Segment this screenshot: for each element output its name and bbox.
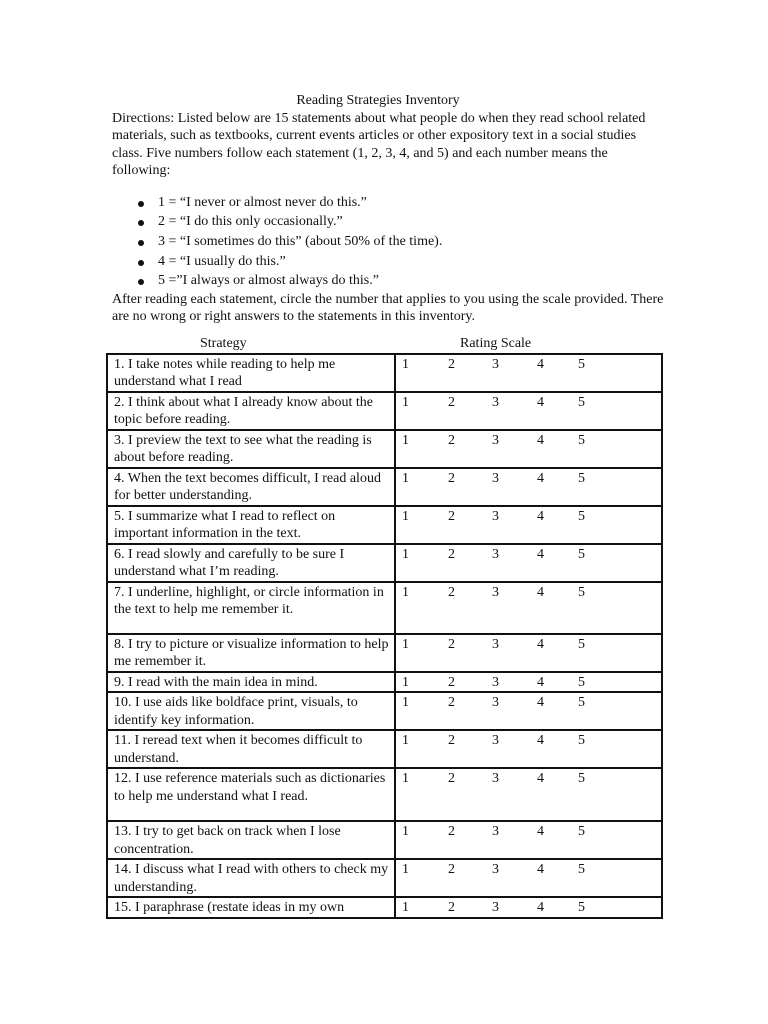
rating-option-2[interactable]: 2 bbox=[448, 824, 455, 840]
rating-option-2[interactable]: 2 bbox=[448, 546, 455, 562]
strategy-column-header: Strategy bbox=[200, 335, 247, 351]
inventory-page bbox=[112, 92, 664, 919]
rating-cell bbox=[395, 392, 662, 430]
rating-option-2[interactable]: 2 bbox=[448, 674, 455, 690]
rating-option-1[interactable]: 1 bbox=[402, 432, 409, 448]
rating-option-4[interactable]: 4 bbox=[537, 824, 544, 840]
rating-option-1[interactable]: 1 bbox=[402, 356, 409, 372]
rating-option-1[interactable]: 1 bbox=[402, 508, 409, 524]
strategy-statement: 1. I take notes while reading to help me understand what I read bbox=[107, 354, 395, 392]
rating-option-5[interactable]: 5 bbox=[578, 824, 585, 840]
directions-text: Directions: Listed below are 15 statements about what people do when they read school related materials, such as textbooks, current events articles or other expository text in a social studies class. Five numbers follow each statement (1, 2, 3, 4, and 5) and each number means the following: bbox=[112, 110, 646, 178]
instructions-text: After reading each statement, circle the number that applies to you using the scale provided. There are no wrong or right answers to the statements in this inventory. bbox=[112, 291, 664, 325]
rating-option-4[interactable]: 4 bbox=[537, 356, 544, 372]
rating-option-1[interactable]: 1 bbox=[402, 733, 409, 749]
rating-option-1[interactable]: 1 bbox=[402, 695, 409, 711]
table-row bbox=[107, 768, 662, 821]
rating-option-2[interactable]: 2 bbox=[448, 356, 455, 372]
rating-cell bbox=[395, 692, 662, 730]
rating-option-5[interactable]: 5 bbox=[578, 508, 585, 524]
strategy-statement: 6. I read slowly and carefully to be sure I understand what I’m reading. bbox=[107, 544, 395, 582]
table-row bbox=[107, 730, 662, 768]
bullet-icon bbox=[138, 240, 144, 246]
rating-option-3[interactable]: 3 bbox=[492, 636, 499, 652]
rating-scale-column-header: Rating Scale bbox=[460, 335, 532, 351]
rating-option-3[interactable]: 3 bbox=[492, 432, 499, 448]
strategy-statement: 4. When the text becomes difficult, I read aloud for better understanding. bbox=[107, 468, 395, 506]
rating-option-5[interactable]: 5 bbox=[578, 356, 585, 372]
bullet-icon bbox=[138, 201, 144, 207]
rating-cell bbox=[395, 859, 662, 897]
rating-option-5[interactable]: 5 bbox=[578, 636, 585, 652]
rating-option-5[interactable]: 5 bbox=[578, 432, 585, 448]
rating-option-2[interactable]: 2 bbox=[448, 771, 455, 787]
table-row bbox=[107, 468, 662, 506]
strategy-statement: 8. I try to picture or visualize information to help me remember it. bbox=[107, 634, 395, 672]
scale-level-item: 4 = “I usually do this.” bbox=[112, 252, 664, 272]
scale-level-item: 5 =”I always or almost always do this.” bbox=[112, 271, 664, 291]
rating-option-3[interactable]: 3 bbox=[492, 674, 499, 690]
rating-option-5[interactable]: 5 bbox=[578, 584, 585, 600]
rating-cell bbox=[395, 468, 662, 506]
rating-cell bbox=[395, 897, 662, 918]
strategy-statement: 12. I use reference materials such as dictionaries to help me understand what I read. bbox=[107, 768, 395, 821]
rating-option-2[interactable]: 2 bbox=[448, 862, 455, 878]
table-row bbox=[107, 897, 662, 918]
rating-option-1[interactable]: 1 bbox=[402, 546, 409, 562]
rating-option-1[interactable]: 1 bbox=[402, 824, 409, 840]
rating-option-1[interactable]: 1 bbox=[402, 674, 409, 690]
bullet-icon bbox=[138, 220, 144, 226]
rating-option-2[interactable]: 2 bbox=[448, 584, 455, 600]
rating-option-3[interactable]: 3 bbox=[492, 862, 499, 878]
rating-option-2[interactable]: 2 bbox=[448, 900, 455, 916]
rating-option-1[interactable]: 1 bbox=[402, 900, 409, 916]
table-row bbox=[107, 582, 662, 634]
strategy-statement: 15. I paraphrase (restate ideas in my own bbox=[107, 897, 395, 918]
rating-option-4[interactable]: 4 bbox=[537, 862, 544, 878]
rating-option-3[interactable]: 3 bbox=[492, 824, 499, 840]
rating-option-5[interactable]: 5 bbox=[578, 695, 585, 711]
rating-option-3[interactable]: 3 bbox=[492, 508, 499, 524]
table-row bbox=[107, 544, 662, 582]
strategy-statement: 5. I summarize what I read to reflect on important information in the text. bbox=[107, 506, 395, 544]
rating-option-4[interactable]: 4 bbox=[537, 470, 544, 486]
rating-option-3[interactable]: 3 bbox=[492, 900, 499, 916]
rating-option-4[interactable]: 4 bbox=[537, 546, 544, 562]
rating-option-3[interactable]: 3 bbox=[492, 771, 499, 787]
strategy-statement: 3. I preview the text to see what the reading is about before reading. bbox=[107, 430, 395, 468]
rating-option-5[interactable]: 5 bbox=[578, 862, 585, 878]
table-row bbox=[107, 672, 662, 693]
rating-cell bbox=[395, 506, 662, 544]
table-row bbox=[107, 634, 662, 672]
rating-option-1[interactable]: 1 bbox=[402, 771, 409, 787]
rating-option-2[interactable]: 2 bbox=[448, 432, 455, 448]
rating-cell bbox=[395, 582, 662, 634]
rating-option-2[interactable]: 2 bbox=[448, 394, 455, 410]
table-row bbox=[107, 859, 662, 897]
strategies-table bbox=[106, 353, 663, 919]
rating-option-1[interactable]: 1 bbox=[402, 394, 409, 410]
rating-option-4[interactable]: 4 bbox=[537, 636, 544, 652]
table-column-headers bbox=[112, 335, 664, 353]
rating-option-5[interactable]: 5 bbox=[578, 771, 585, 787]
strategy-statement: 9. I read with the main idea in mind. bbox=[107, 672, 395, 693]
rating-option-4[interactable]: 4 bbox=[537, 674, 544, 690]
rating-option-2[interactable]: 2 bbox=[448, 695, 455, 711]
rating-option-4[interactable]: 4 bbox=[537, 508, 544, 524]
table-row bbox=[107, 506, 662, 544]
rating-option-1[interactable]: 1 bbox=[402, 470, 409, 486]
rating-option-3[interactable]: 3 bbox=[492, 470, 499, 486]
strategy-statement: 14. I discuss what I read with others to check my understanding. bbox=[107, 859, 395, 897]
rating-option-3[interactable]: 3 bbox=[492, 584, 499, 600]
rating-option-5[interactable]: 5 bbox=[578, 674, 585, 690]
rating-cell bbox=[395, 430, 662, 468]
table-row bbox=[107, 821, 662, 859]
rating-option-3[interactable]: 3 bbox=[492, 546, 499, 562]
page-title: Reading Strategies Inventory bbox=[296, 93, 460, 108]
rating-option-5[interactable]: 5 bbox=[578, 900, 585, 916]
scale-level-item: 1 = “I never or almost never do this.” bbox=[112, 193, 664, 213]
rating-option-5[interactable]: 5 bbox=[578, 733, 585, 749]
rating-option-5[interactable]: 5 bbox=[578, 546, 585, 562]
rating-cell bbox=[395, 354, 662, 392]
rating-option-3[interactable]: 3 bbox=[492, 695, 499, 711]
rating-option-4[interactable]: 4 bbox=[537, 900, 544, 916]
rating-cell bbox=[395, 672, 662, 693]
rating-option-3[interactable]: 3 bbox=[492, 394, 499, 410]
rating-cell bbox=[395, 634, 662, 672]
rating-option-4[interactable]: 4 bbox=[537, 394, 544, 410]
rating-option-4[interactable]: 4 bbox=[537, 432, 544, 448]
bullet-icon bbox=[138, 260, 144, 266]
scale-level-item: 3 = “I sometimes do this” (about 50% of the time). bbox=[112, 232, 664, 252]
table-row bbox=[107, 354, 662, 392]
bullet-icon bbox=[138, 279, 144, 285]
rating-option-4[interactable]: 4 bbox=[537, 695, 544, 711]
rating-option-2[interactable]: 2 bbox=[448, 508, 455, 524]
rating-cell bbox=[395, 821, 662, 859]
rating-option-4[interactable]: 4 bbox=[537, 733, 544, 749]
rating-option-2[interactable]: 2 bbox=[448, 470, 455, 486]
rating-cell bbox=[395, 544, 662, 582]
rating-option-3[interactable]: 3 bbox=[492, 356, 499, 372]
rating-option-3[interactable]: 3 bbox=[492, 733, 499, 749]
strategy-statement: 10. I use aids like boldface print, visuals, to identify key information. bbox=[107, 692, 395, 730]
rating-option-2[interactable]: 2 bbox=[448, 733, 455, 749]
rating-cell bbox=[395, 730, 662, 768]
rating-option-1[interactable]: 1 bbox=[402, 636, 409, 652]
rating-option-1[interactable]: 1 bbox=[402, 584, 409, 600]
strategy-statement: 11. I reread text when it becomes difficult to understand. bbox=[107, 730, 395, 768]
rating-option-5[interactable]: 5 bbox=[578, 470, 585, 486]
rating-option-5[interactable]: 5 bbox=[578, 394, 585, 410]
table-row bbox=[107, 392, 662, 430]
table-row bbox=[107, 430, 662, 468]
rating-cell bbox=[395, 768, 662, 821]
scale-level-list bbox=[112, 193, 664, 291]
rating-option-4[interactable]: 4 bbox=[537, 771, 544, 787]
strategy-statement: 7. I underline, highlight, or circle information in the text to help me remember it. bbox=[107, 582, 395, 634]
strategy-statement: 2. I think about what I already know about the topic before reading. bbox=[107, 392, 395, 430]
table-row bbox=[107, 692, 662, 730]
scale-level-item: 2 = “I do this only occasionally.” bbox=[112, 212, 664, 232]
strategy-statement: 13. I try to get back on track when I lose concentration. bbox=[107, 821, 395, 859]
rating-option-4[interactable]: 4 bbox=[537, 584, 544, 600]
rating-option-1[interactable]: 1 bbox=[402, 862, 409, 878]
rating-option-2[interactable]: 2 bbox=[448, 636, 455, 652]
